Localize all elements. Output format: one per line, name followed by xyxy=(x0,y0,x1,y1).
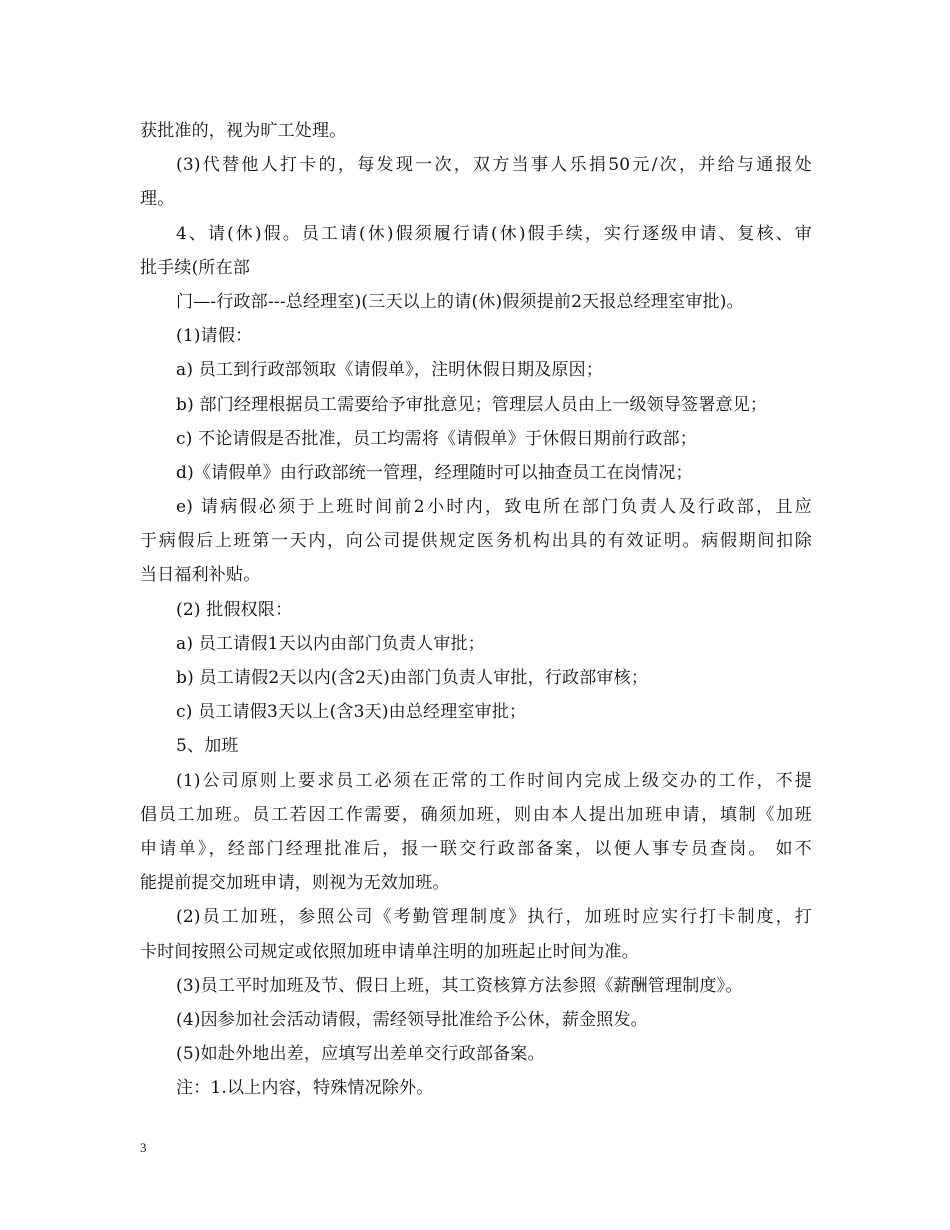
text-line: (5)如赴外地出差，应填写出差单交行政部备案。 xyxy=(176,1044,545,1065)
text-line: 5、加班 xyxy=(176,736,239,757)
text-line: (1)公司原则上要求员工必须在正常的工作时间内完成上级交办的工作，不提 xyxy=(176,770,812,791)
text-line: (3)代替他人打卡的，每发现一次，双方当事人乐捐50元/次，并给与通报处 xyxy=(176,155,812,176)
text-line: 注：1.以上内容，特殊情况除外。 xyxy=(176,1078,434,1099)
text-line: c) 员工请假3天以上(含3天)由总经理室审批； xyxy=(176,702,527,723)
text-line: (4)因参加社会活动请假，需经领导批准给予公休，薪金照发。 xyxy=(176,1009,648,1030)
text-line: b) 员工请假2天以内(含2天)由部门负责人审批，行政部审核； xyxy=(176,668,649,688)
text-line: b) 部门经理根据员工需要给予审批意见；管理层人员由上一级领导签署意见； xyxy=(176,394,768,415)
text-line: 倡员工加班。员工若因工作需要，确须加班，则由本人提出加班申请，填制《加班 xyxy=(140,804,812,825)
text-line: 卡时间按照公司规定或依照加班申请单注明的加班起止时间为准。 xyxy=(140,941,639,962)
text-line: e) 请病假必须于上班时间前2小时内，致电所在部门负责人及行政部，且应 xyxy=(176,497,812,518)
page-number: 3 xyxy=(140,1140,147,1155)
text-line: 能提前提交加班申请，则视为无效加班。 xyxy=(140,873,450,894)
text-line: 4、请(休)假。员工请(休)假须履行请(休)假手续，实行逐级申请、复核、审 xyxy=(176,223,812,244)
text-line: 理。 xyxy=(140,189,175,210)
text-line: 当日福利补贴。 xyxy=(140,565,261,586)
text-line: (3)员工平时加班及节、假日上班，其工资核算方法参照《薪酬管理制度》。 xyxy=(176,975,743,996)
text-line: c) 不论请假是否批准，员工均需将《请假单》于休假日期前行政部； xyxy=(176,428,697,449)
text-line: (1)请假： xyxy=(176,326,253,347)
text-line: (2) 批假权限： xyxy=(176,599,293,620)
text-line: 批手续(所在部 xyxy=(140,257,251,278)
text-line: a) 员工到行政部领取《请假单》，注明休假日期及原因； xyxy=(176,360,604,381)
text-line: 门—-行政部---总经理室)(三天以上的请(休)假须提前2天报总经理室审批)。 xyxy=(176,291,744,312)
text-line: 于病假后上班第一天内，向公司提供规定医务机构出具的有效证明。病假期间扣除 xyxy=(140,531,812,552)
text-line: 获批准的，视为旷工处理。 xyxy=(140,121,347,141)
text-line: a) 员工请假1天以内由部门负责人审批； xyxy=(176,633,485,654)
text-line: (2)员工加班，参照公司《考勤管理制度》执行，加班时应实行打卡制度，打 xyxy=(176,907,812,928)
text-line: d)《请假单》由行政部统一管理，经理随时可以抽查员工在岗情况； xyxy=(176,462,693,483)
text-line: 申请单》，经部门经理批准后，报一联交行政部备案，以便人事专员查岗。 如不 xyxy=(140,838,812,859)
document-body xyxy=(140,114,812,1105)
